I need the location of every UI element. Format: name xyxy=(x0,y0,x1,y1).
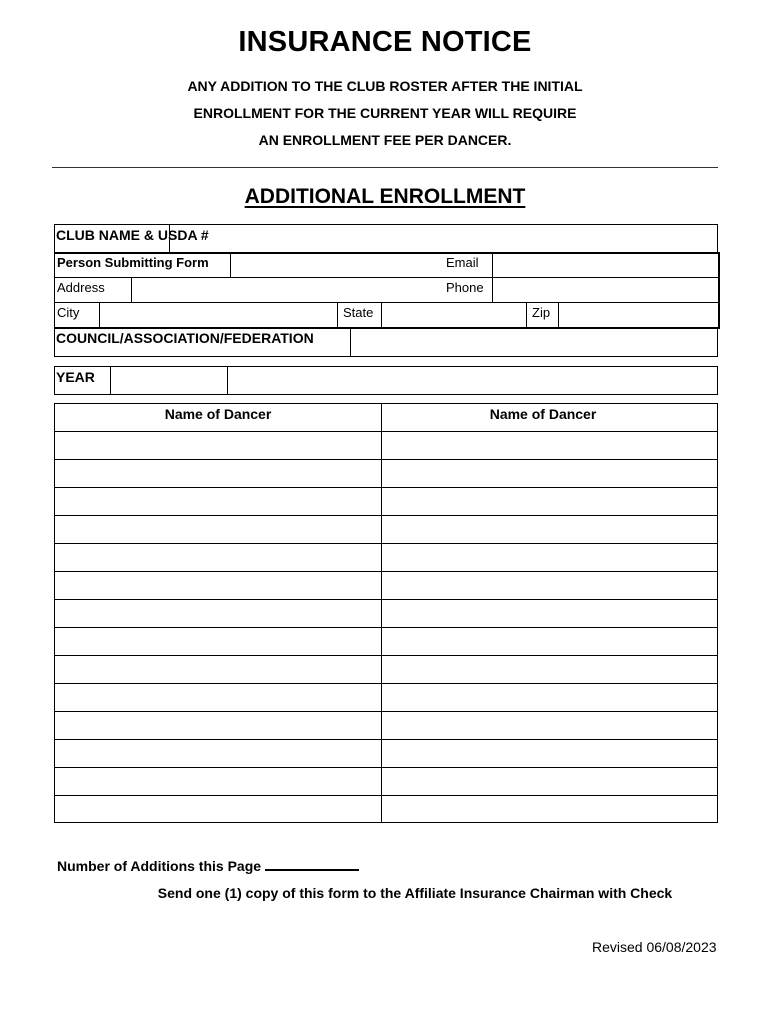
zip-left-divider xyxy=(526,302,527,329)
dancer-name-cell-left[interactable] xyxy=(55,712,381,739)
person-label: Person Submitting Form xyxy=(57,255,209,270)
dancer-column-header-2: Name of Dancer xyxy=(489,406,597,422)
dancer-name-cell-right[interactable] xyxy=(382,544,717,571)
address-label: Address xyxy=(57,280,105,295)
year-field[interactable] xyxy=(111,367,227,394)
page-title: INSURANCE NOTICE xyxy=(238,26,532,58)
additions-blank[interactable] xyxy=(265,869,359,871)
state-left-divider xyxy=(337,302,338,329)
dancer-name-cell-left[interactable] xyxy=(55,740,381,767)
revised-date: Revised 06/08/2023 xyxy=(592,939,717,955)
council-label: COUNCIL/ASSOCIATION/FEDERATION xyxy=(56,330,314,346)
dancer-name-cell-left[interactable] xyxy=(55,796,381,823)
dancer-name-cell-left[interactable] xyxy=(55,488,381,515)
dancer-name-cell-left[interactable] xyxy=(55,544,381,571)
club-name-label: CLUB NAME & USDA # xyxy=(56,227,209,243)
additions-count xyxy=(57,858,359,874)
dancer-name-cell-right[interactable] xyxy=(382,432,717,459)
dancer-column-header-1: Name of Dancer xyxy=(164,406,272,422)
club-name-field[interactable] xyxy=(170,225,717,253)
notice-line-3: AN ENROLLMENT FEE PER DANCER. xyxy=(258,132,512,148)
instruction-text: Send one (1) copy of this form to the Affiliate Insurance Chairman with Check xyxy=(157,885,673,901)
notice-line-1: ANY ADDITION TO THE CLUB ROSTER AFTER THE INITIAL xyxy=(187,78,583,94)
dancer-name-cell-right[interactable] xyxy=(382,572,717,599)
divider xyxy=(52,167,718,168)
dancer-name-cell-left[interactable] xyxy=(55,768,381,795)
dancer-name-cell-right[interactable] xyxy=(382,628,717,655)
council-field[interactable] xyxy=(351,328,717,356)
dancer-name-cell-left[interactable] xyxy=(55,600,381,627)
dancer-name-cell-left[interactable] xyxy=(55,572,381,599)
phone-label: Phone xyxy=(446,280,484,295)
state-field[interactable] xyxy=(382,303,526,328)
dancer-name-cell-left[interactable] xyxy=(55,432,381,459)
state-label: State xyxy=(343,305,374,320)
dancer-name-cell-right[interactable] xyxy=(382,768,717,795)
zip-field[interactable] xyxy=(559,303,717,328)
dancer-name-cell-left[interactable] xyxy=(55,460,381,487)
dancer-name-cell-left[interactable] xyxy=(55,656,381,683)
additions-label: Number of Additions this Page xyxy=(57,858,262,874)
dancer-name-cell-right[interactable] xyxy=(382,460,717,487)
dancer-name-cell-right[interactable] xyxy=(382,600,717,627)
notice-line-2: ENROLLMENT FOR THE CURRENT YEAR WILL REQUIRE xyxy=(193,105,577,121)
dancer-name-cell-right[interactable] xyxy=(382,796,717,823)
city-field[interactable] xyxy=(100,303,337,328)
address-field[interactable] xyxy=(132,278,442,302)
dancer-name-cell-right[interactable] xyxy=(382,488,717,515)
dancer-name-cell-right[interactable] xyxy=(382,656,717,683)
city-label: City xyxy=(57,305,80,320)
form-subtitle: ADDITIONAL ENROLLMENT xyxy=(244,185,526,208)
zip-label: Zip xyxy=(532,305,551,320)
dancer-name-cell-right[interactable] xyxy=(382,740,717,767)
email-field[interactable] xyxy=(493,253,717,277)
dancer-name-cell-right[interactable] xyxy=(382,712,717,739)
year-label: YEAR xyxy=(56,369,95,385)
dancer-name-cell-left[interactable] xyxy=(55,516,381,543)
email-label: Email xyxy=(446,255,479,270)
dancer-name-cell-left[interactable] xyxy=(55,628,381,655)
dancer-name-cell-right[interactable] xyxy=(382,516,717,543)
year-extra-field[interactable] xyxy=(228,367,717,394)
dancer-name-cell-right[interactable] xyxy=(382,684,717,711)
dancer-name-cell-left[interactable] xyxy=(55,684,381,711)
phone-field[interactable] xyxy=(493,278,717,302)
